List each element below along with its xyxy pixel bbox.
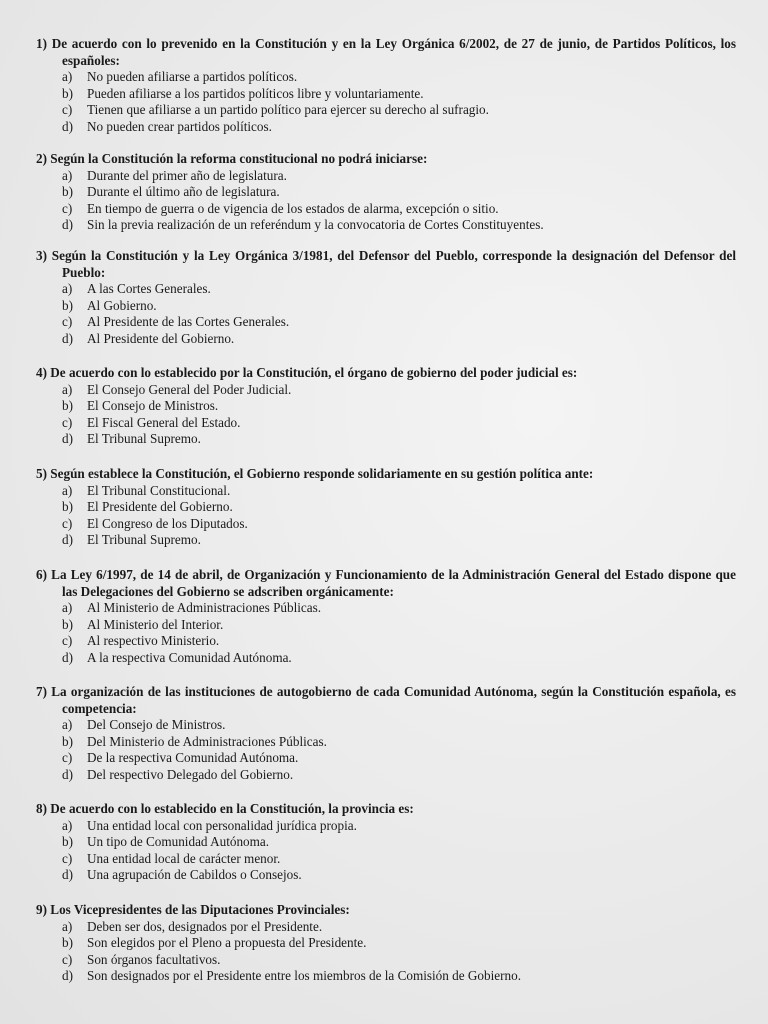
question-1 <box>36 36 736 135</box>
option-c[interactable] <box>62 516 736 533</box>
option-a[interactable] <box>62 919 736 936</box>
option-text: Una agrupación de Cabildos o Consejos. <box>87 867 302 882</box>
option-letter: d) <box>62 968 73 983</box>
option-letter: b) <box>62 398 73 413</box>
option-text: Sin la previa realización de un referéndum y la convocatoria de Cortes Constituyentes. <box>87 217 544 232</box>
option-text: Al respectivo Ministerio. <box>87 633 220 648</box>
option-a[interactable] <box>62 281 736 298</box>
options-list <box>36 919 736 985</box>
option-letter: c) <box>62 850 73 866</box>
option-text: Al Ministerio de Administraciones Públicas. <box>87 600 322 615</box>
option-text: Una entidad local de carácter menor. <box>87 850 281 866</box>
option-letter: d) <box>62 766 73 782</box>
option-b[interactable] <box>62 184 736 201</box>
option-d[interactable] <box>62 431 736 448</box>
option-text: No pueden afiliarse a partidos políticos. <box>87 69 298 84</box>
question-8 <box>36 801 736 884</box>
option-letter: c) <box>62 314 73 329</box>
options-list <box>36 281 736 347</box>
option-letter: d) <box>62 330 73 346</box>
option-a[interactable] <box>62 600 736 617</box>
option-c[interactable] <box>62 851 736 868</box>
question-text: 8) De acuerdo con lo establecido en la Constitución, la provincia es: <box>36 801 414 816</box>
option-text: El Tribunal Supremo. <box>87 431 201 446</box>
question-4 <box>36 365 736 448</box>
option-a[interactable] <box>62 69 736 86</box>
question-6 <box>36 567 736 666</box>
option-text: Son elegidos por el Pleno a propuesta del Presidente. <box>87 935 367 950</box>
option-a[interactable] <box>62 818 736 835</box>
option-d[interactable] <box>62 532 736 549</box>
option-b[interactable] <box>62 398 736 415</box>
option-a[interactable] <box>62 168 736 185</box>
options-list <box>36 168 736 234</box>
option-text: Al Ministerio del Interior. <box>87 616 224 632</box>
option-text: Del Ministerio de Administraciones Públicas. <box>87 733 327 749</box>
option-b[interactable] <box>62 617 736 634</box>
question-9 <box>36 902 736 985</box>
option-letter: a) <box>62 167 73 183</box>
options-list <box>36 483 736 549</box>
options-list <box>36 600 736 666</box>
option-text: A la respectiva Comunidad Autónoma. <box>87 649 292 665</box>
option-a[interactable] <box>62 483 736 500</box>
option-letter: a) <box>62 600 73 615</box>
option-c[interactable] <box>62 633 736 650</box>
option-letter: c) <box>62 951 73 967</box>
option-text: Al Presidente de las Cortes Generales. <box>87 314 290 329</box>
option-letter: b) <box>62 85 73 101</box>
option-text: No pueden crear partidos políticos. <box>87 118 272 134</box>
options-list <box>36 818 736 884</box>
option-text: El Tribunal Constitucional. <box>87 482 231 498</box>
option-d[interactable] <box>62 968 736 985</box>
option-a[interactable] <box>62 717 736 734</box>
option-a[interactable] <box>62 382 736 399</box>
question-text: 1) De acuerdo con lo prevenido en la Constitución y en la Ley Orgánica 6/2002, de 27 de junio, de Partidos Políticos, los españoles: <box>36 36 736 68</box>
option-text: Al Presidente del Gobierno. <box>87 330 235 346</box>
options-list <box>36 69 736 135</box>
option-c[interactable] <box>62 415 736 432</box>
option-letter: a) <box>62 918 73 934</box>
option-letter: d) <box>62 431 73 446</box>
question-text: 4) De acuerdo con lo establecido por la Constitución, el órgano de gobierno del poder judicial es: <box>36 365 578 380</box>
option-d[interactable] <box>62 767 736 784</box>
option-letter: b) <box>62 733 73 749</box>
option-letter: c) <box>62 102 73 117</box>
options-list <box>36 717 736 783</box>
question-2 <box>36 151 736 234</box>
option-text: A las Cortes Generales. <box>87 281 211 296</box>
option-text: Son órganos facultativos. <box>87 951 221 967</box>
question-text: 3) Según la Constitución y la Ley Orgánica 3/1981, del Defensor del Pueblo, corresponde la designación del Defensor del Pueblo: <box>36 248 736 280</box>
option-letter: b) <box>62 616 73 632</box>
option-b[interactable] <box>62 834 736 851</box>
option-text: Un tipo de Comunidad Autónoma. <box>87 834 270 849</box>
option-letter: b) <box>62 935 73 950</box>
option-text: Una entidad local con personalidad jurídica propia. <box>87 817 357 833</box>
option-text: Del Consejo de Ministros. <box>87 717 226 732</box>
option-b[interactable] <box>62 298 736 315</box>
option-b[interactable] <box>62 734 736 751</box>
option-text: Tienen que afiliarse a un partido político para ejercer su derecho al sufragio. <box>87 102 489 117</box>
question-5 <box>36 466 736 549</box>
options-list <box>36 382 736 448</box>
option-d[interactable] <box>62 217 736 234</box>
option-text: Al Gobierno. <box>87 297 157 313</box>
question-text: 7) La organización de las instituciones de autogobierno de cada Comunidad Autónoma, según la Constitución española, es competencia: <box>36 684 736 716</box>
question-3 <box>36 248 736 347</box>
option-letter: a) <box>62 381 73 397</box>
question-text: 2) Según la Constitución la reforma constitucional no podrá iniciarse: <box>36 151 428 166</box>
option-text: En tiempo de guerra o de vigencia de los estados de alarma, excepción o sitio. <box>87 200 499 216</box>
option-letter: a) <box>62 69 73 84</box>
option-text: El Congreso de los Diputados. <box>87 515 248 531</box>
option-text: Durante del primer año de legislatura. <box>87 167 287 183</box>
option-letter: c) <box>62 750 73 765</box>
option-text: El Fiscal General del Estado. <box>87 414 241 430</box>
option-text: El Consejo de Ministros. <box>87 398 219 413</box>
option-c[interactable] <box>62 750 736 767</box>
option-letter: b) <box>62 184 73 199</box>
option-c[interactable] <box>62 102 736 119</box>
option-text: De la respectiva Comunidad Autónoma. <box>87 750 299 765</box>
option-letter: d) <box>62 649 73 665</box>
option-text: Del respectivo Delegado del Gobierno. <box>87 766 294 782</box>
question-text: 5) Según establece la Constitución, el Gobierno responde solidariamente en su gestión política ante: <box>36 466 594 481</box>
option-letter: c) <box>62 515 73 531</box>
option-letter: a) <box>62 717 73 732</box>
option-d[interactable] <box>62 650 736 667</box>
option-text: El Consejo General del Poder Judicial. <box>87 381 292 397</box>
option-c[interactable] <box>62 952 736 969</box>
option-letter: d) <box>62 867 73 882</box>
option-b[interactable] <box>62 499 736 516</box>
option-text: Durante el último año de legislatura. <box>87 184 280 199</box>
option-text: Deben ser dos, designados por el Presidente. <box>87 918 323 934</box>
option-d[interactable] <box>62 119 736 136</box>
option-letter: b) <box>62 499 73 514</box>
option-letter: d) <box>62 532 73 547</box>
option-d[interactable] <box>62 331 736 348</box>
question-text: 9) Los Vicepresidentes de las Diputaciones Provinciales: <box>36 902 350 917</box>
option-letter: a) <box>62 817 73 833</box>
option-letter: d) <box>62 217 73 232</box>
option-letter: c) <box>62 200 73 216</box>
option-letter: d) <box>62 118 73 134</box>
option-letter: c) <box>62 633 73 648</box>
option-text: Pueden afiliarse a los partidos políticos libre y voluntariamente. <box>87 85 424 101</box>
option-letter: a) <box>62 281 73 296</box>
question-7 <box>36 684 736 783</box>
option-d[interactable] <box>62 867 736 884</box>
option-c[interactable] <box>62 314 736 331</box>
option-letter: c) <box>62 414 73 430</box>
option-letter: b) <box>62 834 73 849</box>
option-c[interactable] <box>62 201 736 218</box>
option-letter: b) <box>62 297 73 313</box>
question-text: 6) La Ley 6/1997, de 14 de abril, de Organización y Funcionamiento de la Administración General del Estado dispone que las Delegaciones del Gobierno se adscriben orgánicamente: <box>36 567 736 599</box>
option-text: Son designados por el Presidente entre los miembros de la Comisión de Gobierno. <box>87 968 522 983</box>
option-text: El Tribunal Supremo. <box>87 532 201 547</box>
option-b[interactable] <box>62 86 736 103</box>
option-b[interactable] <box>62 935 736 952</box>
option-letter: a) <box>62 482 73 498</box>
option-text: El Presidente del Gobierno. <box>87 499 233 514</box>
